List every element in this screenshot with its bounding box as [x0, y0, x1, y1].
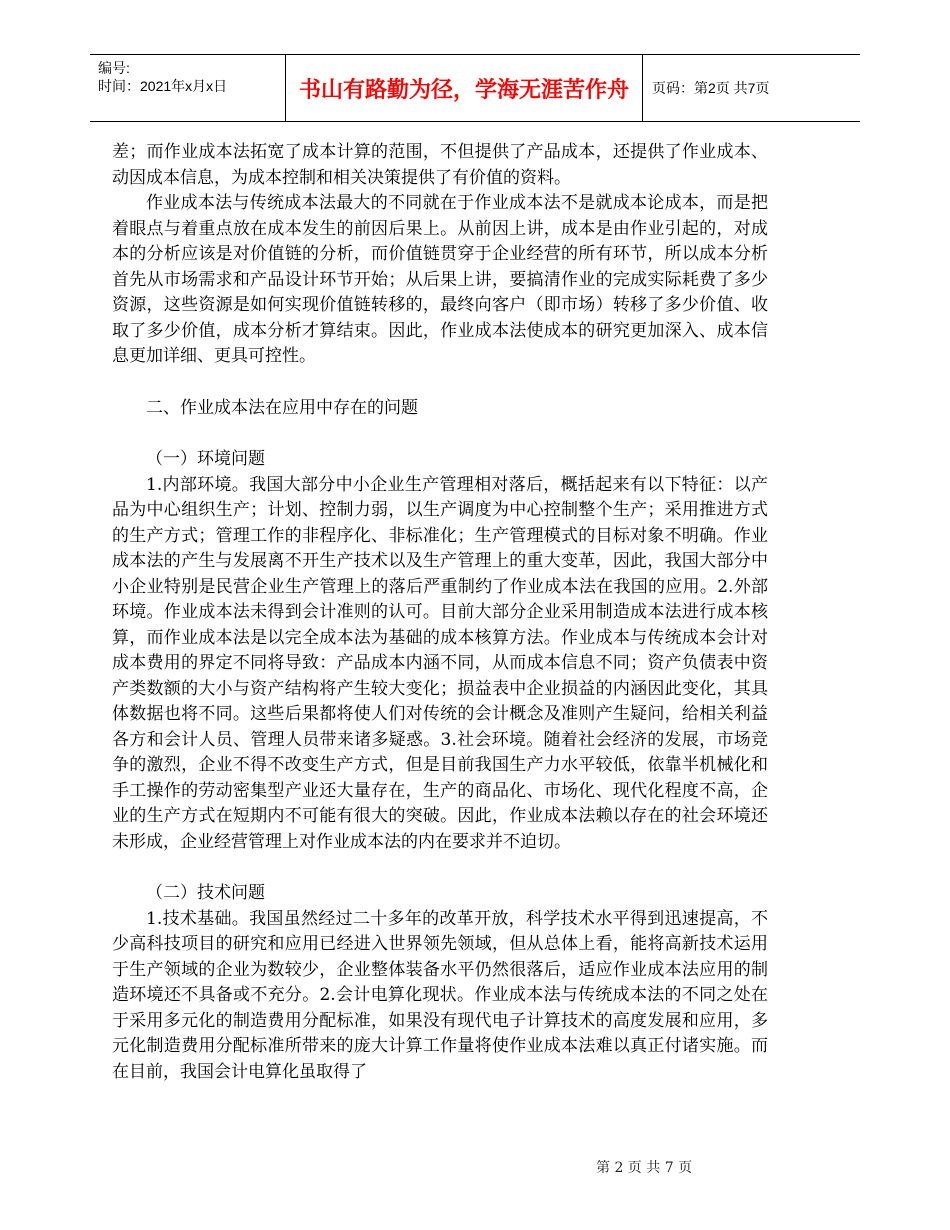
paragraph: 1.内部环境。我国大部分中小企业生产管理相对落后，概括起来有以下特征：以产品为中心组织生产；计划、控制力弱，以生产调度为中心控制整个生产；采用推进方式的生产方式；管理工作的非程序化、非标准化；生产管理模式的目标对象不明确。作业成本法的产生与发展离不开生产技术以及生产管理上的重大变革，因此，我国大部分中小企业特别是民营企业生产管理上的落后严重制约了作业成本法在我国的应用。2.外部环境。作业成本法未得到会计准则的认可。目前大部分企业采用制造成本法进行成本核算，而作业成本法是以完全成本法为基础的成本核算方法。作业成本与传统成本会计对成本费用的界定不同将导致：产品成本内涵不同，从而成本信息不同；资产负债表中资产类数额的大小与资产结构将产生较大变化；损益表中企业损益的内涵因此变化，其具体数据也将不同。这些后果都将使人们对传统的会计概念及准则产生疑问，给相关利益各方和会计人员、管理人员带来诸多疑惑。3.社会环境。随着社会经济的发展，市场竞争的激烈，企业不得不改变生产方式，但是目前我国生产力水平较低，依靠半机械化和手工操作的劳动密集型产业还大量存在，生产的商品化、市场化、现代化程度不高，企业的生产方式在短期内不可能有很大的突破。因此，作业成本法赖以存在的社会环境还未形成，企业经营管理上对作业成本法的内在要求并不迫切。: [112, 474, 768, 852]
doc-date-label: 时间：2021年x月x日: [98, 78, 228, 94]
section-heading: 二、作业成本法在应用中存在的问题: [146, 397, 418, 418]
page-footer: 第 2 页 共 7 页: [596, 1160, 693, 1176]
header-motto: 书山有路勤为径，学海无涯苦作舟: [286, 55, 643, 121]
document-body: [112, 140, 768, 1085]
paragraph: 1.技术基础。我国虽然经过二十多年的改革开放，科学技术水平得到迅速提高，不少高科技项目的研究和应用已经进入世界领先领域，但从总体上看，能将高新技术运用于生产领域的企业为数较少，企业整体装备水平仍然很落后，适应作业成本法应用的制造环境还不具备或不充分。2.会计电算化现状。作业成本法与传统成本法的不同之处在于采用多元化的制造费用分配标准，如果没有现代电子计算技术的高度发展和应用，多元化制造费用分配标准所带来的庞大计算工作量将使作业成本法难以真正付诸实施。而在目前，我国会计电算化虽取得了: [112, 908, 768, 1082]
subsection-heading: （二）技术问题: [146, 883, 265, 903]
paragraph: 差；而作业成本法拓宽了成本计算的范围，不但提供了产品成本，还提供了作业成本、动因成本信息，为成本控制和相关决策提供了有价值的资料。: [112, 142, 768, 188]
header-page-info: 页码：第2页 共7页: [652, 80, 770, 96]
doc-number-label: 编号:: [98, 60, 130, 76]
header-meta: [90, 55, 286, 121]
paragraph: 作业成本法与传统成本法最大的不同就在于作业成本法不是就成本论成本，而是把着眼点与着重点放在成本发生的前因后果上。从前因上讲，成本是由作业引起的，对成本的分析应该是对价值链的分析，而价值链贯穿于企业经营的所有环节，所以成本分析首先从市场需求和产品设计环节开始；从后果上讲，要搞清作业的完成实际耗费了多少资源，这些资源是如何实现价值链转移的，最终向客户（即市场）转移了多少价值、收取了多少价值，成本分析才算结束。因此，作业成本法使成本的研究更加深入、成本信息更加详细、更具可控性。: [112, 193, 768, 366]
subsection-heading: （一）环境问题: [146, 449, 265, 469]
page-header: [90, 54, 860, 122]
